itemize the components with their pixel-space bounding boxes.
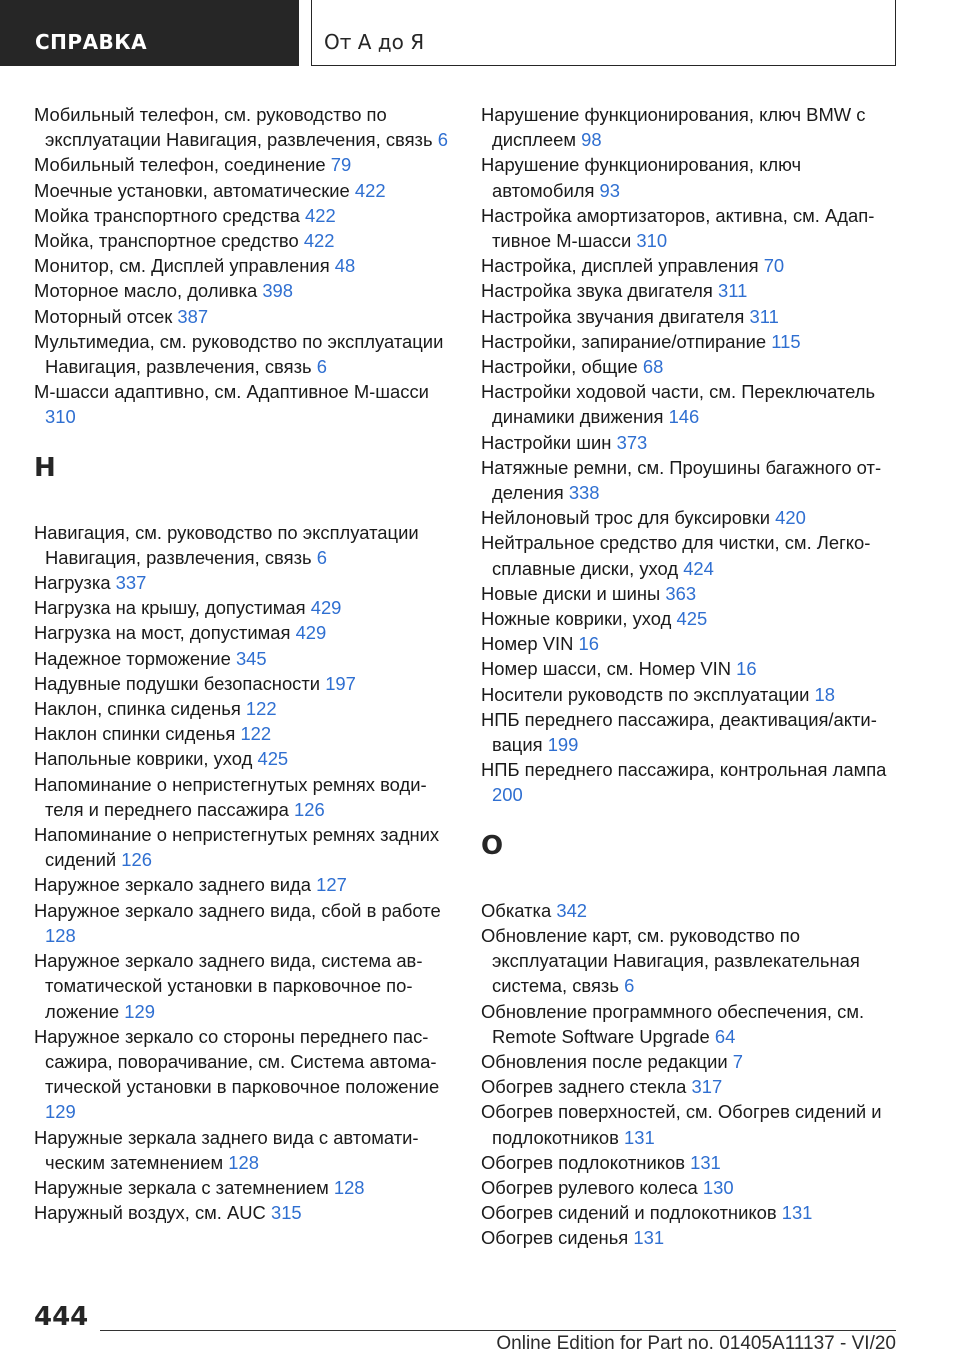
index-page-link[interactable]: 6 [316, 356, 327, 378]
index-entry-text: Навигация, см. руководство по эксплуатации Навигация, развлечения, связь [34, 521, 419, 568]
index-page-link[interactable]: 310 [636, 230, 668, 252]
index-entry-text: Нарушение функционирования, ключ автомобиля [481, 154, 802, 201]
index-entry [481, 1049, 901, 1074]
index-entry [34, 1024, 454, 1125]
index-entry [481, 203, 901, 253]
index-entry-text: Обогрев поверхностей, см. Обогрев сидений и подлокотников [481, 1101, 882, 1148]
index-entry [34, 102, 454, 152]
index-entry [481, 1074, 901, 1099]
index-entry [481, 530, 901, 580]
index-entry-text: Настройка амортизаторов, активна, см. Адаптивное M-шасси [481, 204, 875, 252]
index-entry [34, 379, 454, 429]
index-entry-text: Натяжные ремни, см. Проушины багажного отделения [481, 456, 882, 504]
index-entry-text: Ножные коврики, уход [481, 608, 672, 630]
index-page-link[interactable]: 311 [749, 305, 779, 327]
index-entry [481, 505, 901, 530]
index-page-link[interactable]: 98 [581, 129, 602, 151]
index-entry [481, 1175, 901, 1200]
index-entry-text: Настройки, общие [481, 356, 638, 378]
index-entry-text: Мобильный телефон, соединение [34, 154, 326, 176]
index-entry-text: Настройка звучания двигателя [481, 305, 745, 327]
index-page-link[interactable]: 131 [633, 1227, 665, 1249]
index-entry [34, 1175, 454, 1200]
index-page-link[interactable]: 129 [124, 1000, 155, 1022]
index-page-link[interactable]: 310 [45, 406, 76, 428]
index-entry-text: Напоминание о непристегнутых ремнях водителя и переднего пассажира [34, 773, 427, 820]
index-entry-text: НПБ переднего пассажира, деактивация/активация [481, 708, 877, 756]
index-entry [34, 646, 454, 671]
index-entry-text: Обогрев заднего стекла [481, 1076, 687, 1098]
index-entry-text: Напоминание о непристегнутых ремнях задних сидений [34, 824, 440, 871]
index-page-link[interactable]: 422 [354, 179, 386, 201]
index-entry-text: НПБ переднего пассажира, контрольная лампа [481, 759, 887, 781]
index-entry [481, 1200, 901, 1225]
header-title: От А до Я [324, 30, 425, 54]
index-page-link[interactable]: 127 [316, 874, 347, 896]
index-entry [34, 822, 454, 872]
index-entry [34, 178, 454, 203]
index-page-link[interactable]: 199 [547, 734, 579, 756]
index-page-link[interactable]: 311 [717, 280, 748, 302]
index-entry [34, 898, 454, 948]
index-entry-text: Носители руководств по эксплуатации [481, 683, 810, 705]
index-entry-text: Моторный отсек [34, 305, 173, 327]
index-entry-text: Мультимедиа, см. руководство по эксплуатации Навигация, развлечения, связь [34, 330, 444, 378]
index-page-link[interactable]: 317 [691, 1076, 723, 1098]
index-entry-text: Мойка транспортного средства [34, 204, 300, 226]
index-entry [481, 278, 901, 303]
index-page-link[interactable]: 68 [642, 356, 664, 378]
index-entry-text: Нагрузка [34, 572, 111, 594]
index-page-link[interactable]: 129 [45, 1101, 76, 1123]
index-page-link[interactable]: 7 [732, 1050, 743, 1072]
index-entry [481, 102, 901, 152]
index-entry [34, 595, 454, 620]
index-entry-text: M-шасси адаптивно, см. Адаптивное M-шасси [34, 381, 429, 403]
index-page-link[interactable]: 425 [676, 608, 708, 630]
index-entry [481, 1150, 901, 1175]
index-entry [34, 1125, 454, 1175]
index-entry-text: Нейтральное средство для чистки, см. Легкосплавные диски, уход [481, 532, 871, 579]
index-entry [34, 948, 454, 1024]
index-page-link[interactable]: 398 [262, 280, 294, 302]
index-entry-text: Нейлоновый трос для буксировки [481, 507, 771, 529]
index-entry [481, 923, 901, 999]
index-page-link[interactable]: 363 [665, 582, 697, 604]
index-page-link[interactable]: 425 [257, 748, 289, 770]
index-page-link[interactable]: 197 [325, 672, 356, 694]
index-column-right [481, 102, 901, 1251]
index-entry [34, 520, 454, 570]
index-page-link[interactable]: 126 [293, 798, 325, 820]
index-entry [34, 304, 454, 329]
index-entry [34, 872, 454, 897]
index-page-link[interactable]: 200 [492, 784, 523, 806]
index-entry [481, 656, 901, 681]
header-section-label: СПРАВКА [35, 30, 148, 54]
index-page-link[interactable]: 131 [623, 1126, 655, 1148]
index-entry [34, 203, 454, 228]
index-page-link[interactable]: 422 [303, 230, 335, 252]
index-page-link[interactable]: 70 [763, 255, 785, 277]
index-entry-text: Новые диски и шины [481, 582, 661, 604]
index-page-link[interactable]: 64 [714, 1025, 736, 1047]
index-entry-text: Монитор, см. Дисплей управления [34, 255, 330, 277]
index-entry-text: Обновления после редакции [481, 1050, 728, 1072]
index-entry [34, 1200, 454, 1225]
index-page-link[interactable]: 345 [235, 647, 267, 669]
index-entry-text: Надежное торможение [34, 647, 231, 669]
index-entry-text: Наружные зеркала с затемнением [34, 1176, 329, 1198]
index-entry [481, 379, 901, 429]
index-entry [481, 1225, 901, 1250]
index-page-link[interactable]: 16 [578, 633, 599, 655]
index-entry [481, 999, 901, 1049]
index-entry-text: Обкатка [481, 899, 552, 921]
index-page-link[interactable]: 342 [556, 899, 588, 921]
footer-edition: Online Edition for Part no. 01405A11137 - VI/20 [496, 1333, 896, 1354]
index-entry-text: Нагрузка на крышу, допустимая [34, 597, 306, 619]
index-entry [481, 898, 901, 923]
index-entry-text: Обогрев сиденья [481, 1227, 629, 1249]
index-page-link[interactable]: 338 [568, 482, 600, 504]
index-entry [481, 631, 901, 656]
index-entry [34, 671, 454, 696]
index-page-link[interactable]: 122 [245, 698, 277, 720]
index-entry-text: Моечные установки, автоматические [34, 179, 350, 201]
index-page-link[interactable]: 128 [228, 1151, 259, 1173]
index-entry-text: Моторное масло, доливка [34, 280, 258, 302]
index-entry [34, 278, 454, 303]
index-entry-text: Настройки ходовой части, см. Переключатель динамики движения [481, 381, 876, 428]
index-entry-text: Наклон, спинка сиденья [34, 698, 241, 720]
index-page-link[interactable]: 6 [624, 975, 635, 997]
index-entry-text: Обновление карт, см. руководство по эксплуатации Навигация, развлекательная система, связь [481, 924, 860, 997]
index-entry [34, 746, 454, 771]
index-entry-text: Нарушение функционирования, ключ BMW с дисплеем [481, 104, 866, 151]
index-entry-text: Номер VIN [481, 633, 574, 655]
index-entry-text: Настройки, запирание/отпирание [481, 330, 767, 352]
index-page-link[interactable]: 115 [771, 330, 801, 352]
index-column-left [34, 102, 454, 1225]
index-entry [34, 228, 454, 253]
index-entry-text: Напольные коврики, уход [34, 748, 253, 770]
index-page-link[interactable]: 131 [690, 1151, 721, 1173]
index-entry-text: Наружный воздух, см. AUC [34, 1202, 266, 1224]
page-number: 444 [34, 1302, 89, 1332]
index-entry-text: Наклон спинки сиденья [34, 723, 236, 745]
index-page-link[interactable]: 48 [334, 255, 356, 277]
index-page-link[interactable]: 420 [775, 507, 806, 529]
index-entry [481, 329, 901, 354]
index-entry-text: Наружное зеркало заднего вида, система автоматической установки в парковочное положение [34, 950, 423, 1022]
index-entry-text: Мобильный телефон, см. руководство по эксплуатации Навигация, развлечения, связь [34, 104, 433, 151]
index-entry-text: Настройка звука двигателя [481, 280, 713, 302]
header-section-tab [0, 0, 299, 66]
footer-divider [100, 1330, 896, 1331]
index-letter-heading: Н [34, 452, 56, 483]
index-page-link[interactable]: 16 [736, 658, 757, 680]
index-entry [34, 329, 454, 379]
header-title-box [311, 0, 896, 66]
index-entry [34, 253, 454, 278]
index-entry-text: Обогрев подлокотников [481, 1151, 685, 1173]
index-entry-text: Обогрев сидений и подлокотников [481, 1202, 777, 1224]
index-page-link[interactable]: 424 [683, 557, 714, 579]
index-entry [34, 570, 454, 595]
index-entry-text: Настройка, дисплей управления [481, 255, 759, 277]
index-entry [481, 253, 901, 278]
index-entry [481, 455, 901, 505]
index-entry [481, 354, 901, 379]
index-entry-text: Наружное зеркало заднего вида [34, 874, 312, 896]
index-page-link[interactable]: 422 [305, 204, 336, 226]
index-entry [481, 152, 901, 202]
index-entry-text: Номер шасси, см. Номер VIN [481, 658, 732, 680]
index-entry [481, 606, 901, 631]
index-entry-text: Надувные подушки безопасности [34, 672, 321, 694]
index-entry [34, 152, 454, 177]
index-entry [481, 682, 901, 707]
index-entry [34, 721, 454, 746]
index-page-link[interactable]: 130 [702, 1176, 734, 1198]
index-page-link[interactable]: 373 [616, 431, 648, 453]
index-entry-text: Наружное зеркало заднего вида, сбой в работе [34, 899, 441, 921]
index-entry [481, 757, 901, 807]
index-page-link[interactable]: 122 [240, 723, 272, 745]
index-entry-text: Наружные зеркала заднего вида с автоматическим затемнением [34, 1126, 419, 1173]
index-letter-heading: О [481, 830, 504, 861]
index-page-link[interactable]: 18 [814, 683, 835, 705]
index-entry-text: Нагрузка на мост, допустимая [34, 622, 291, 644]
index-page-link[interactable]: 146 [668, 406, 700, 428]
index-entry-text: Настройки шин [481, 431, 612, 453]
index-page-link[interactable]: 79 [330, 154, 352, 176]
index-page-link[interactable]: 128 [45, 924, 76, 946]
index-entry [481, 304, 901, 329]
index-page-link[interactable]: 337 [115, 572, 147, 594]
index-entry [34, 696, 454, 721]
index-page-link[interactable]: 126 [121, 849, 152, 871]
index-page-link[interactable]: 131 [781, 1202, 813, 1224]
index-entry [34, 620, 454, 645]
index-entry-text: Мойка, транспортное средство [34, 230, 299, 252]
index-entry-text: Обновление программного обеспечения, см. Remote Software Upgrade [481, 1000, 865, 1047]
index-page-link[interactable]: 6 [437, 129, 448, 151]
index-entry [481, 1099, 901, 1149]
index-entry-text: Наружное зеркало со стороны переднего пассажира, поворачивание, см. Система автоматической установки в парковочное положение [34, 1025, 440, 1098]
index-page-link[interactable]: 315 [270, 1202, 302, 1224]
index-entry [34, 772, 454, 822]
index-page-link[interactable]: 429 [295, 622, 327, 644]
index-page-link[interactable]: 387 [177, 305, 209, 327]
index-entry [481, 581, 901, 606]
index-entry [481, 430, 901, 455]
index-entry-text: Обогрев рулевого колеса [481, 1176, 698, 1198]
index-entry [481, 707, 901, 757]
index-page-link[interactable]: 6 [316, 546, 327, 568]
index-page-link[interactable]: 128 [333, 1176, 365, 1198]
index-page-link[interactable]: 93 [599, 179, 620, 201]
index-page-link[interactable]: 429 [310, 597, 342, 619]
